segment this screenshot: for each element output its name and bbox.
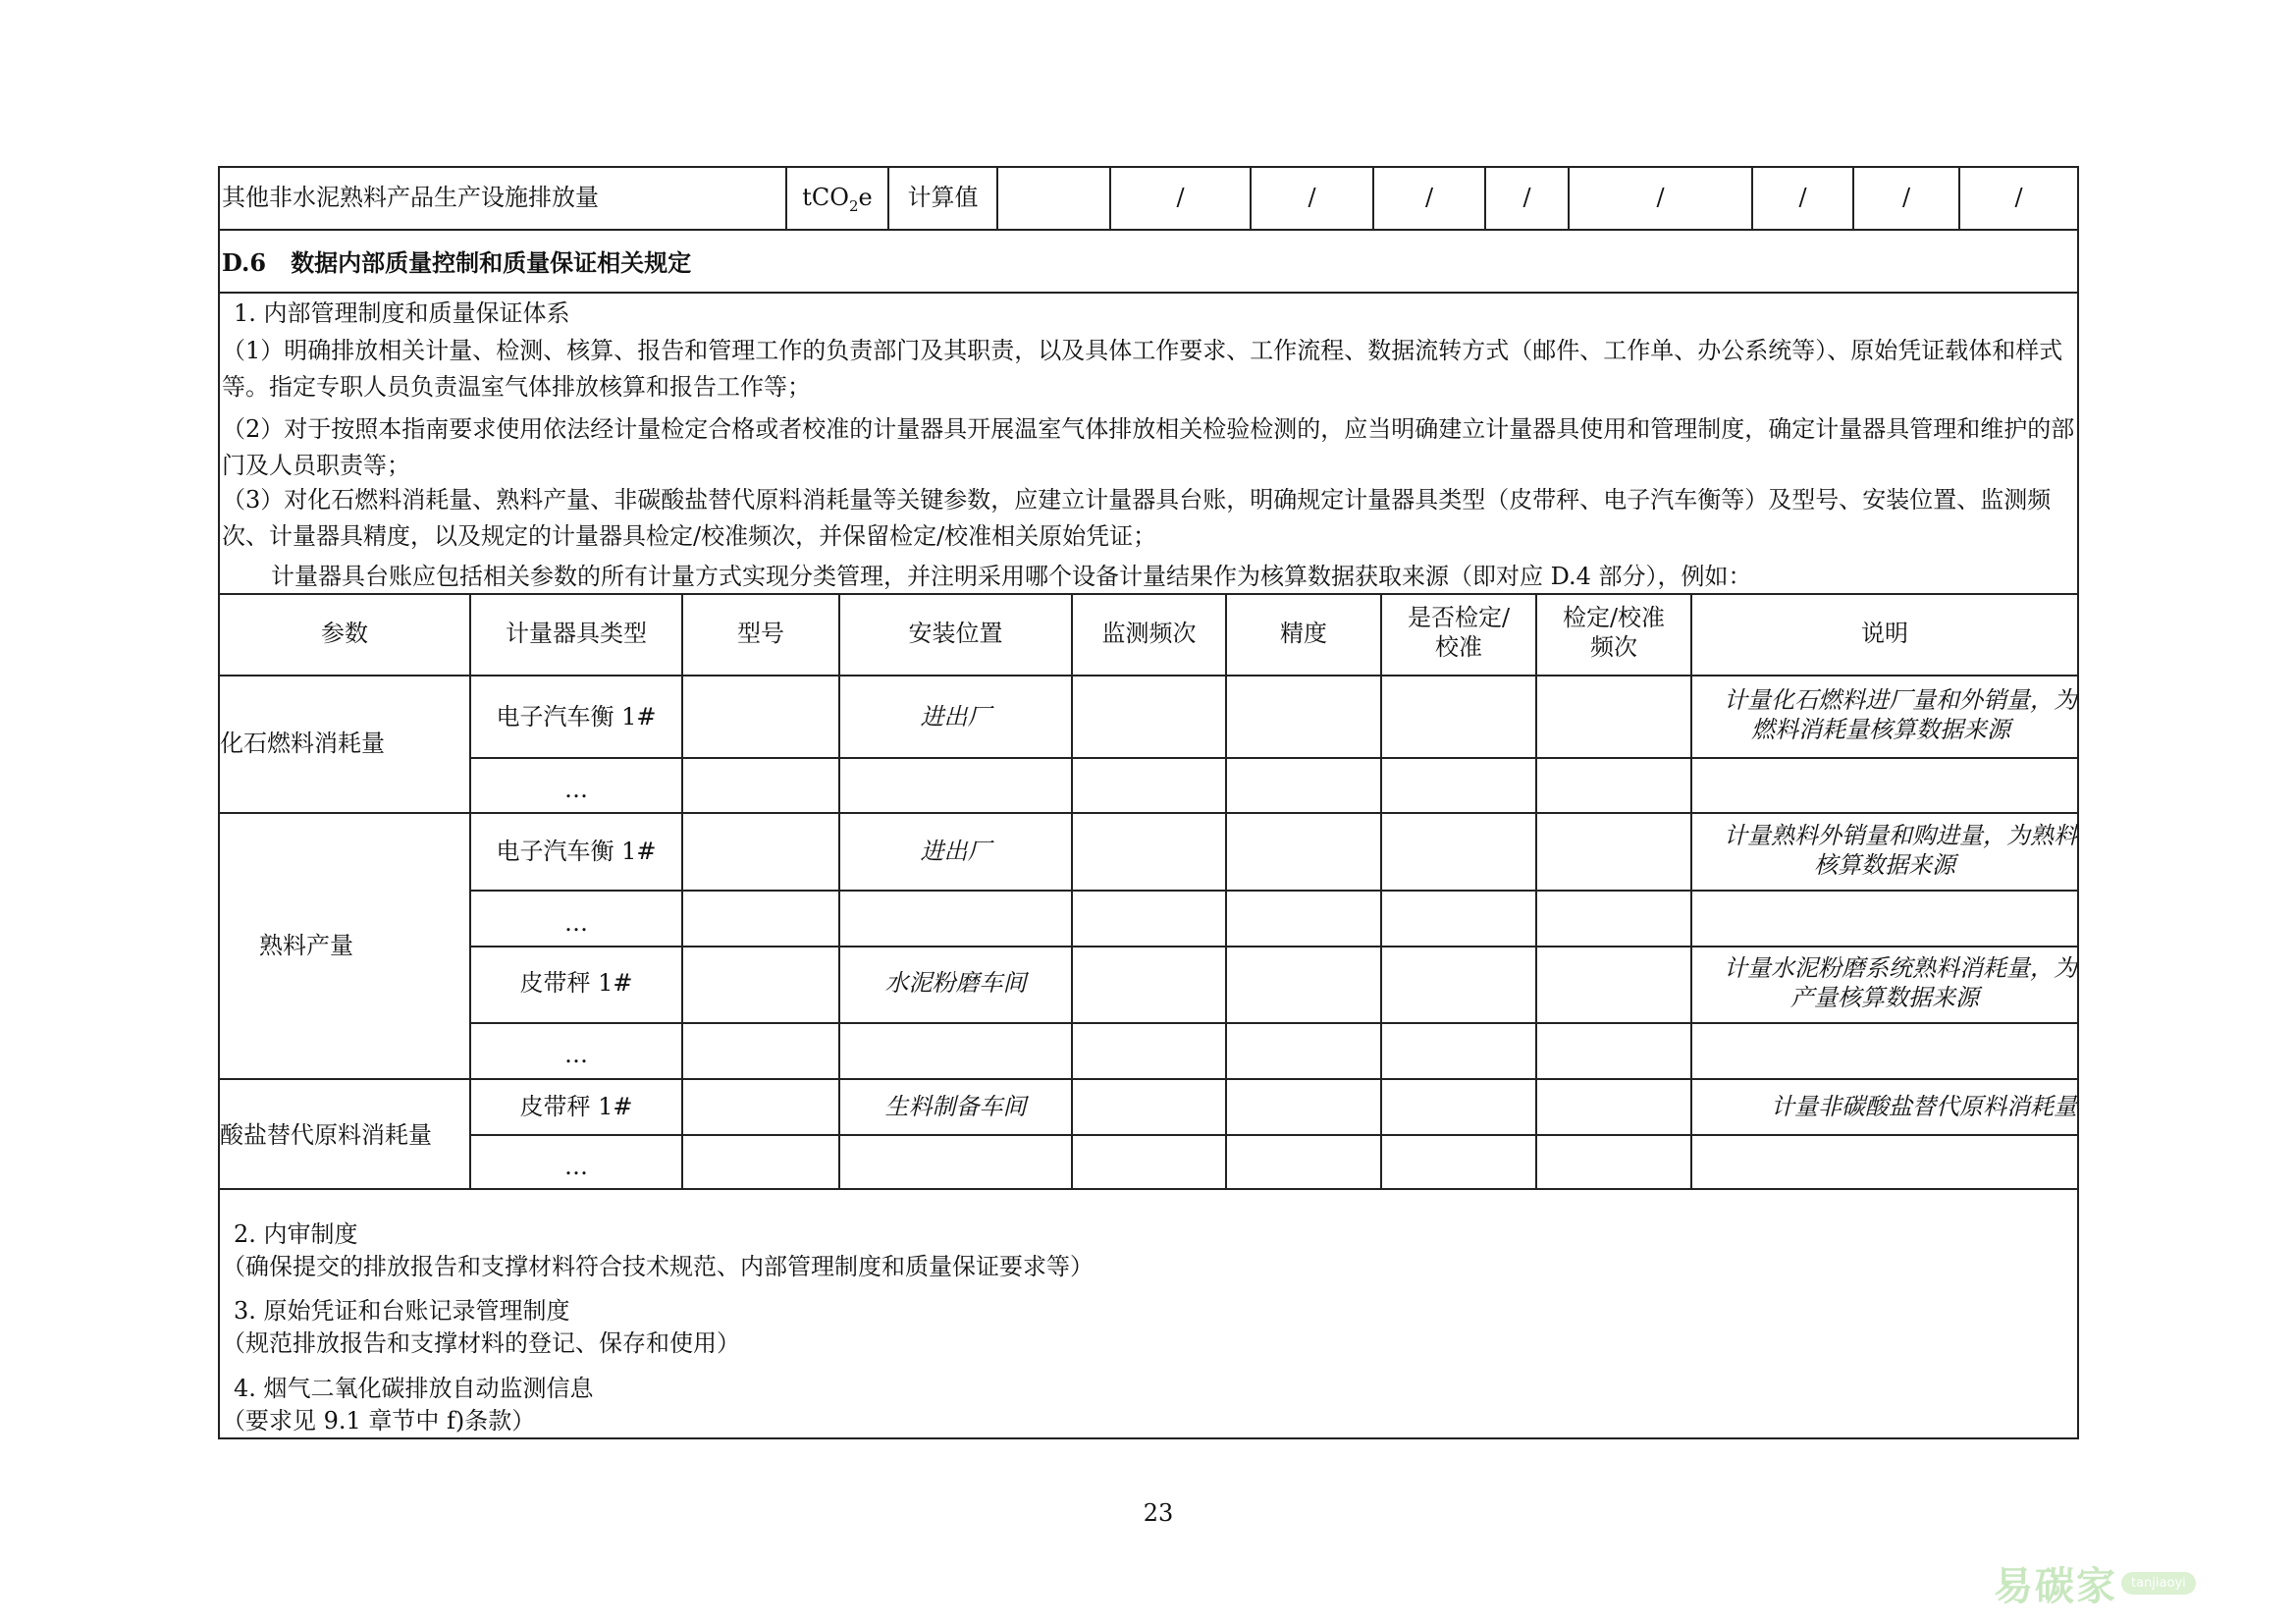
meter-table-row-divider xyxy=(218,1078,2079,1080)
row-divider xyxy=(218,292,2079,294)
meter-type: 电子汽车衡 1# xyxy=(496,838,657,865)
top-row-slash: / xyxy=(1901,184,1911,211)
meter-type: … xyxy=(564,909,588,937)
part3-detail: （规范排放报告和支撑材料的登记、保存和使用） xyxy=(222,1329,740,1357)
meter-type: … xyxy=(564,1041,588,1068)
meter-header-frequency: 监测频次 xyxy=(1101,620,1197,647)
top-row-unit: tCO$_2$e xyxy=(802,184,873,215)
meter-header-calibrated: 是否检定/ 校准 xyxy=(1407,604,1511,661)
meter-header-type: 计量器具类型 xyxy=(506,620,647,647)
meter-type: 电子汽车衡 1# xyxy=(496,703,657,731)
part1-paragraph-3: （3）对化石燃料消耗量、熟料产量、非碳酸盐替代原料消耗量等关键参数，应建立计量器具台账，明确规定计量器具类型（皮带秤、电子汽车衡等）及型号、安装位置、监测频次、计量器具精度，以及规定的计量器具检定/校准频次，并保留检定/校准相关原始凭证； xyxy=(222,486,2052,550)
meter-location: 水泥粉磨车间 xyxy=(884,969,1027,997)
meter-type: 皮带秤 1# xyxy=(519,969,633,997)
meter-table-col-divider xyxy=(681,593,683,1190)
meter-table-row-divider xyxy=(218,812,2079,814)
meter-table-row-divider xyxy=(469,946,2079,947)
part1-paragraph-1: （1）明确排放相关计量、检测、核算、报告和管理工作的负责部门及其职责，以及具体工作要求、工作流程、数据流转方式（邮件、工作单、办公系统等）、原始凭证载体和样式等。指定专职人员负责温室气体排放核算和报告工作等； xyxy=(222,337,2063,401)
top-row-slash: / xyxy=(1308,184,1316,211)
section-heading: D.6 数据内部质量控制和质量保证相关规定 xyxy=(222,248,692,277)
meter-table-col-divider xyxy=(1380,593,1382,1190)
top-row-label: 其他非水泥熟料产品生产设施排放量 xyxy=(222,184,599,211)
watermark-badge: tanjiaoyi xyxy=(2121,1572,2196,1595)
meter-type: … xyxy=(564,776,588,803)
top-row-slash: / xyxy=(1424,184,1434,211)
top-row-slash: / xyxy=(1798,184,1807,211)
part2-heading: 2. 内审制度 xyxy=(234,1220,358,1248)
meter-table-col-divider xyxy=(1535,593,1537,1190)
top-row-slash: / xyxy=(2014,184,2023,211)
meter-group-param: 酸盐替代原料消耗量 xyxy=(220,1121,432,1149)
meter-table-col-divider xyxy=(1225,593,1227,1190)
meter-header-model: 型号 xyxy=(737,620,784,647)
meter-table-col-divider xyxy=(1071,593,1073,1190)
meter-header-precision: 精度 xyxy=(1280,620,1327,647)
meter-note: 计量非碳酸盐替代原料消耗量 xyxy=(1771,1093,2077,1120)
meter-note: 计量熟料外销量和购进量，为熟料 核算数据来源 xyxy=(1724,822,2077,879)
meter-header-param: 参数 xyxy=(321,620,368,647)
meter-table-row-divider xyxy=(218,1188,2079,1190)
part1-table-intro: 计量器具台账应包括相关参数的所有计量方式实现分类管理，并注明采用哪个设备计量结果作为核算数据获取来源（即对应 D.4 部分），例如： xyxy=(271,563,1752,590)
row-divider xyxy=(218,593,2079,595)
part2-detail: （确保提交的排放报告和支撑材料符合技术规范、内部管理制度和质量保证要求等） xyxy=(222,1253,1094,1280)
top-row-slash: / xyxy=(1176,184,1185,211)
part4-heading: 4. 烟气二氧化碳排放自动监测信息 xyxy=(234,1375,594,1402)
meter-location: 进出厂 xyxy=(920,703,991,731)
part1-paragraph-2: （2）对于按照本指南要求使用依法经计量检定合格或者校准的计量器具开展温室气体排放相关检验检测的，应当明确建立计量器具使用和管理制度，确定计量器具管理和维护的部门及人员职责等； xyxy=(222,415,2075,479)
part1-heading: 1. 内部管理制度和质量保证体系 xyxy=(234,299,570,327)
meter-header-note: 说明 xyxy=(1861,620,1908,647)
meter-group-param: 熟料产量 xyxy=(259,932,353,959)
meter-table-row-divider xyxy=(469,1134,2079,1136)
meter-location: 进出厂 xyxy=(920,838,991,865)
row-divider xyxy=(218,229,2079,231)
watermark-logo xyxy=(1994,1557,2196,1608)
meter-location: 生料制备车间 xyxy=(884,1093,1027,1120)
meter-type: … xyxy=(564,1153,588,1180)
meter-note: 计量化石燃料进厂量和外销量，为 燃料消耗量核算数据来源 xyxy=(1724,686,2077,743)
part3-heading: 3. 原始凭证和台账记录管理制度 xyxy=(234,1297,570,1325)
part4-detail: （要求见 9.1 章节中 f)条款） xyxy=(222,1407,536,1435)
top-row-slash: / xyxy=(1522,184,1531,211)
meter-group-param: 化石燃料消耗量 xyxy=(220,730,385,757)
meter-table-row-divider xyxy=(469,890,2079,892)
watermark-text: 易碳家 xyxy=(1994,1563,2117,1609)
top-row-divider xyxy=(996,166,998,229)
meter-note: 计量水泥粉磨系统熟料消耗量，为 产量核算数据来源 xyxy=(1724,954,2077,1011)
page-number: 23 xyxy=(1143,1499,1174,1527)
top-row-slash: / xyxy=(1656,184,1665,211)
meter-table-row-divider xyxy=(469,757,2079,759)
meter-type: 皮带秤 1# xyxy=(519,1093,633,1120)
meter-table-row-divider xyxy=(469,1022,2079,1024)
meter-header-cal-frequency: 检定/校准 频次 xyxy=(1562,604,1666,661)
meter-table-row-divider xyxy=(218,675,2079,677)
meter-header-location: 安装位置 xyxy=(908,620,1003,647)
top-row-method: 计算值 xyxy=(907,184,979,211)
